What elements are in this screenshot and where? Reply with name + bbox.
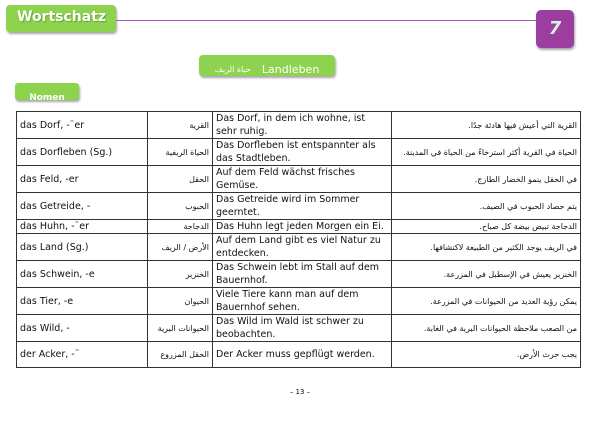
- translation-cell: الحياة الريفية: [148, 139, 213, 166]
- table-row: [17, 315, 581, 342]
- example-german-cell: Auf dem Land gibt es viel Natur zu entdecken.: [213, 234, 392, 261]
- example-german-cell: Das Getreide wird im Sommer geerntet.: [213, 193, 392, 220]
- example-german-cell: Das Schwein lebt im Stall auf dem Bauernhof.: [213, 261, 392, 288]
- translation-cell: الخنزير: [148, 261, 213, 288]
- page-title: Wortschatz: [17, 9, 107, 25]
- translation-cell: الأرض / الريف: [148, 234, 213, 261]
- translation-cell: القرية: [148, 112, 213, 139]
- word-cell: das Land (Sg.): [17, 234, 148, 261]
- word-cell: der Acker, -¨: [17, 342, 148, 368]
- example-german-cell: Auf dem Feld wächst frisches Gemüse.: [213, 166, 392, 193]
- example-arabic-cell: يمكن رؤية العديد من الحيوانات في المزرعة.: [392, 288, 581, 315]
- table-row: [17, 139, 581, 166]
- translation-cell: الحقل: [148, 166, 213, 193]
- table-row: [17, 166, 581, 193]
- table-row: [17, 112, 581, 139]
- example-german-cell: Das Wild im Wald ist schwer zu beobachten.: [213, 315, 392, 342]
- example-arabic-cell: في الحقل ينمو الخضار الطازج.: [392, 166, 581, 193]
- table-row: [17, 342, 581, 368]
- word-cell: das Wild, -: [17, 315, 148, 342]
- header-divider: [116, 20, 536, 21]
- section-title-german: Landleben: [261, 63, 320, 76]
- translation-cell: الحيوانات البرية: [148, 315, 213, 342]
- page-number: – 13 –: [289, 388, 311, 396]
- example-german-cell: Das Dorf, in dem ich wohne, ist sehr ruhig.: [213, 112, 392, 139]
- example-arabic-cell: القرية التي أعيش فيها هادئة جدًا.: [392, 112, 581, 139]
- table-row: [17, 220, 581, 234]
- word-cell: das Tier, -e: [17, 288, 148, 315]
- example-arabic-cell: الحياة في القرية أكثر استرخاءً من الحياة في المدينة.: [392, 139, 581, 166]
- vocabulary-table: [16, 111, 581, 368]
- example-arabic-cell: الخنزير يعيش في الإسطبل في المزرعة.: [392, 261, 581, 288]
- word-cell: das Dorfleben (Sg.): [17, 139, 148, 166]
- table-row: [17, 288, 581, 315]
- section-title-pill: [199, 55, 335, 76]
- translation-cell: الحيوان: [148, 288, 213, 315]
- example-german-cell: Das Dorfleben ist entspannter als das Stadtleben.: [213, 139, 392, 166]
- translation-cell: الحبوب: [148, 193, 213, 220]
- translation-cell: الحقل المزروع: [148, 342, 213, 368]
- example-german-cell: Das Huhn legt jeden Morgen ein Ei.: [213, 220, 392, 234]
- example-arabic-cell: من الصعب ملاحظة الحيوانات البرية في الغابة.: [392, 315, 581, 342]
- section-title-arabic: حياة الريف: [214, 65, 251, 74]
- word-cell: das Dorf, -¨er: [17, 112, 148, 139]
- table-row: [17, 234, 581, 261]
- word-cell: das Getreide, -: [17, 193, 148, 220]
- word-cell: das Huhn, -¨er: [17, 220, 148, 234]
- table-row: [17, 193, 581, 220]
- chapter-badge: [536, 10, 574, 48]
- word-cell: das Feld, -er: [17, 166, 148, 193]
- example-arabic-cell: يجب حرث الأرض.: [392, 342, 581, 368]
- nomen-label: Nomen: [29, 93, 65, 103]
- nomen-label-pill: [15, 83, 79, 103]
- example-german-cell: Der Acker muss gepflügt werden.: [213, 342, 392, 368]
- table-row: [17, 261, 581, 288]
- chapter-number: 7: [548, 18, 562, 39]
- translation-cell: الدجاجة: [148, 220, 213, 234]
- example-german-cell: Viele Tiere kann man auf dem Bauernhof sehen.: [213, 288, 392, 315]
- example-arabic-cell: في الريف يوجد الكثير من الطبيعة لاكتشافها.: [392, 234, 581, 261]
- example-arabic-cell: يتم حصاد الحبوب في الصيف.: [392, 193, 581, 220]
- example-arabic-cell: الدجاجة تبيض بيضة كل صباح.: [392, 220, 581, 234]
- word-cell: das Schwein, -e: [17, 261, 148, 288]
- wortschatz-title-tab: [6, 5, 116, 32]
